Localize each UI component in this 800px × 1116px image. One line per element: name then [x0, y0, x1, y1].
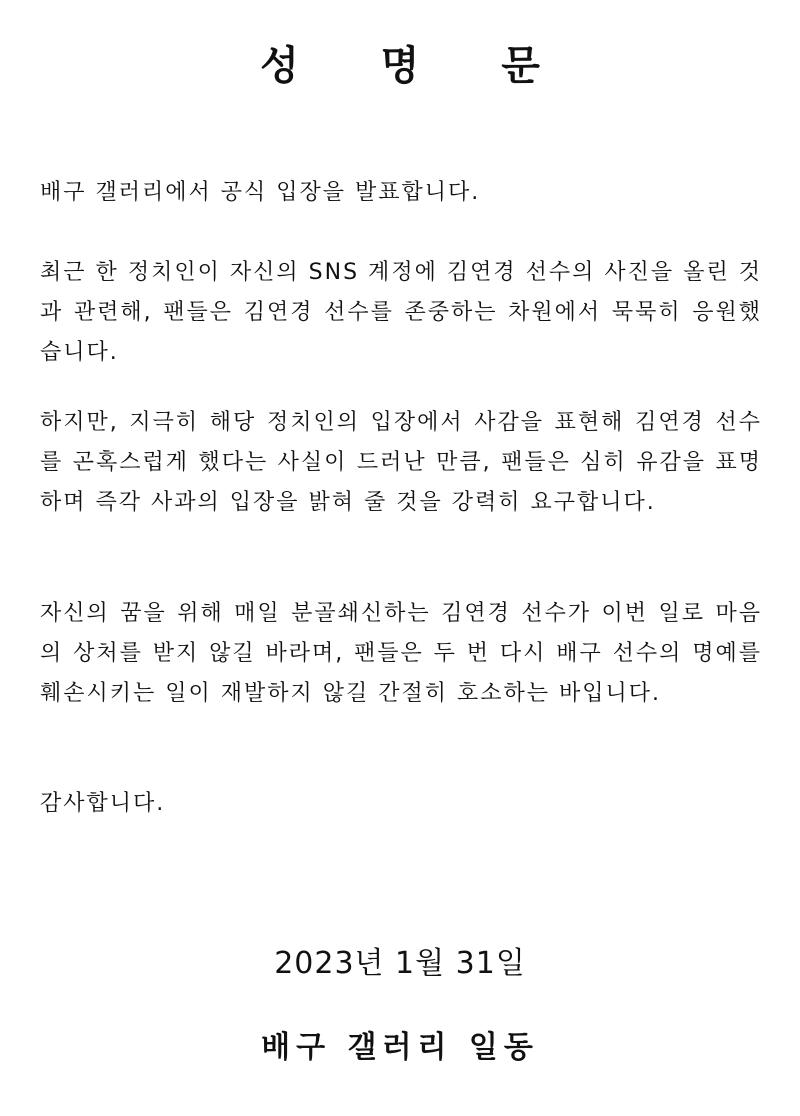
document-date: 2023년 1월 31일: [274, 946, 526, 981]
document-title: 성 명 문: [260, 43, 574, 89]
document-signature: 배구 갤러리 일동: [261, 1030, 539, 1065]
paragraph-thanks: 감사합니다.: [40, 791, 166, 816]
paragraph-demand: 하지만, 지극히 해당 정치인의 입장에서 사감을 표현해 김연경 선수를 곤혹스럽게 했다는 사실이 드러난 만큼, 팬들은 심히 유감을 표명하며 즉각 사과의 입장을 밝혀 줄 것을 강력히 요구합니다.: [40, 410, 762, 515]
paragraph-announcement: 배구 갤러리에서 공식 입장을 발표합니다.: [40, 180, 481, 205]
paragraph-background: 최근 한 정치인이 자신의 SNS 계정에 김연경 선수의 사진을 올린 것과 관련해, 팬들은 김연경 선수를 존중하는 차원에서 묵묵히 응원했습니다.: [40, 260, 762, 365]
paragraph-appeal: 자신의 꿈을 위해 매일 분골쇄신하는 김연경 선수가 이번 일로 마음의 상처를 받지 않길 바라며, 팬들은 두 번 다시 배구 선수의 명예를 훼손시키는 일이 재발하지 않길 간절히 호소하는 바입니다.: [40, 601, 762, 706]
